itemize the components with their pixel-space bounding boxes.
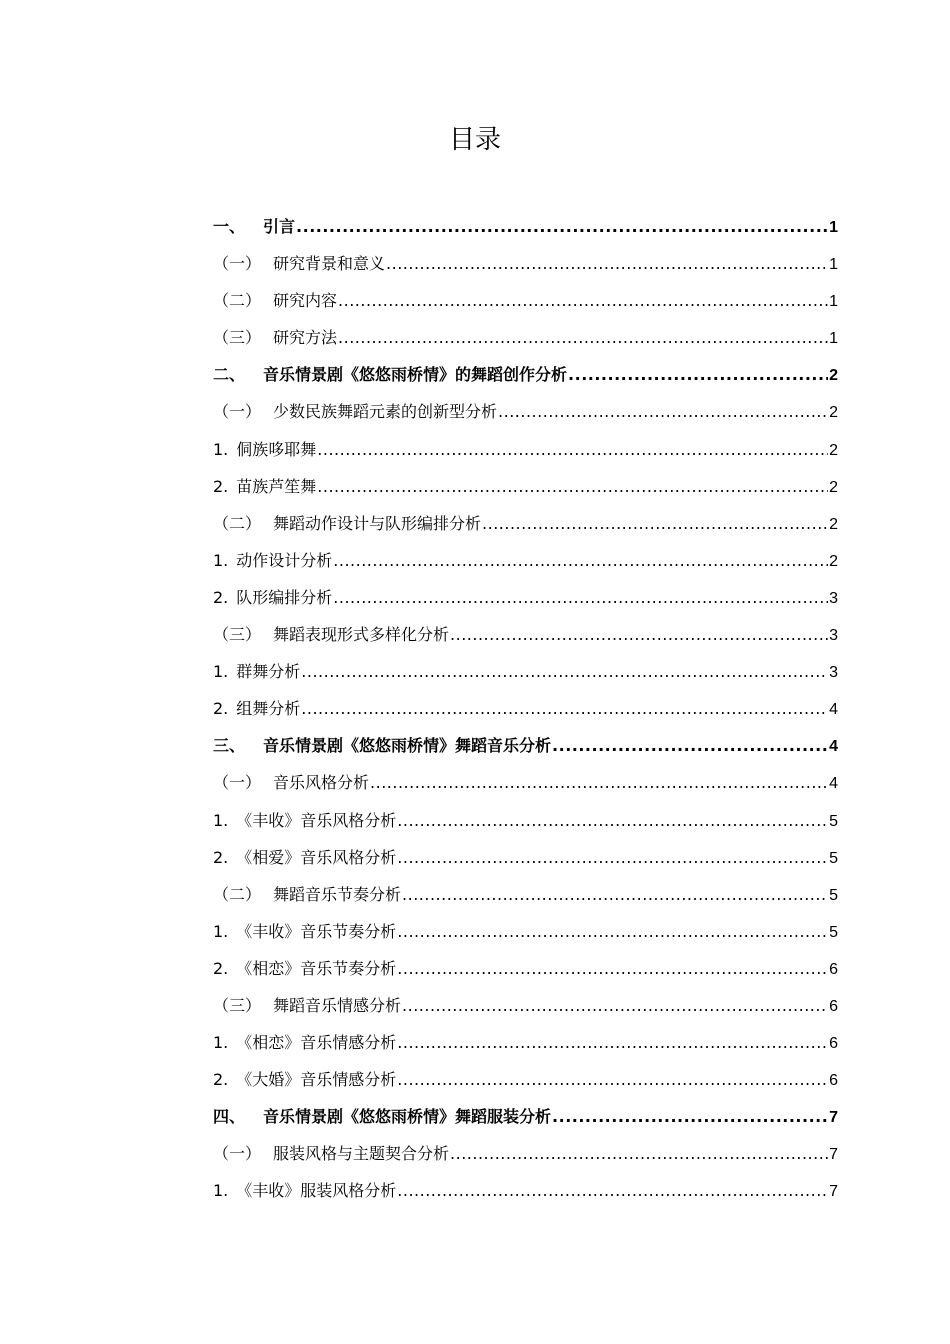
toc-entry-number: （二） — [213, 884, 262, 904]
toc-entry-number: 2. — [213, 587, 229, 607]
toc-entry[interactable] — [213, 431, 838, 468]
toc-entry-number: 1. — [213, 1181, 229, 1201]
toc-entry-title: 舞蹈动作设计与队形编排分析 — [273, 513, 482, 533]
toc-page-number: 2 — [829, 367, 838, 385]
toc-entry-label — [213, 1061, 396, 1098]
toc-page-number: 4 — [829, 701, 838, 719]
toc-page-number: 2 — [829, 441, 838, 459]
toc-entry-title: 研究方法 — [273, 328, 338, 348]
toc-entry-title: 少数民族舞蹈元素的创新型分析 — [273, 402, 498, 422]
toc-entry[interactable] — [213, 653, 838, 690]
toc-entry[interactable] — [213, 1098, 838, 1135]
toc-entry-label — [213, 950, 396, 987]
toc-entry-label — [213, 913, 396, 950]
toc-dot-leader — [317, 468, 828, 505]
toc-dot-leader — [397, 1024, 828, 1061]
toc-entry-title: 动作设计分析 — [236, 550, 333, 570]
toc-dot-leader — [482, 505, 828, 542]
toc-page-number: 6 — [829, 997, 838, 1015]
toc-entry-label — [213, 653, 300, 690]
toc-entry-number: 二、 — [213, 365, 246, 385]
toc-entry-number: （三） — [213, 328, 262, 348]
toc-page-number: 1 — [829, 293, 838, 311]
toc-entry-label — [213, 356, 567, 393]
toc-entry-number: 2. — [213, 699, 229, 719]
toc-entry[interactable] — [213, 393, 838, 430]
toc-page-number: 7 — [829, 1183, 838, 1201]
toc-entry-label — [213, 468, 316, 505]
toc-entry[interactable] — [213, 208, 838, 245]
toc-dot-leader — [397, 950, 828, 987]
toc-entry-number: 2. — [213, 847, 229, 867]
toc-page-number: 6 — [829, 960, 838, 978]
toc-entry[interactable] — [213, 950, 838, 987]
toc-entry-title: 群舞分析 — [236, 662, 301, 682]
toc-dot-leader — [450, 1135, 828, 1172]
toc-entry[interactable] — [213, 764, 838, 801]
toc-entry[interactable] — [213, 1061, 838, 1098]
toc-entry-title: 侗族哆耶舞 — [236, 439, 317, 459]
toc-entry-label — [213, 431, 316, 468]
toc-dot-leader — [568, 356, 828, 393]
toc-entry-title: 音乐风格分析 — [273, 773, 370, 793]
toc-entry-number: （一） — [213, 254, 262, 274]
toc-entry[interactable] — [213, 913, 838, 950]
toc-page-number: 7 — [829, 1109, 838, 1127]
toc-dot-leader — [338, 319, 828, 356]
toc-entry-number: 1. — [213, 921, 229, 941]
toc-entry[interactable] — [213, 1024, 838, 1061]
toc-entry-label — [213, 319, 337, 356]
toc-dot-leader — [338, 282, 828, 319]
toc-page-number: 6 — [829, 1035, 838, 1053]
toc-entry-title: 《相恋》音乐情感分析 — [236, 1033, 397, 1053]
toc-entry-number: 1. — [213, 1033, 229, 1053]
toc-entry-label — [213, 1024, 396, 1061]
toc-entry[interactable] — [213, 1135, 838, 1172]
toc-entry[interactable] — [213, 579, 838, 616]
toc-entry-label — [213, 579, 332, 616]
toc-entry-number: （三） — [213, 625, 262, 645]
toc-entry[interactable] — [213, 542, 838, 579]
toc-entry[interactable] — [213, 505, 838, 542]
toc-dot-leader — [552, 727, 828, 764]
toc-page-number: 1 — [829, 256, 838, 274]
toc-entry-number: 三、 — [213, 736, 246, 756]
toc-entry-number: 1. — [213, 662, 229, 682]
toc-dot-leader — [386, 245, 828, 282]
toc-entry-label — [213, 1135, 449, 1172]
toc-entry-title: 苗族芦笙舞 — [236, 476, 317, 496]
toc-entry-label — [213, 393, 497, 430]
toc-dot-leader — [301, 690, 828, 727]
toc-dot-leader — [402, 987, 828, 1024]
toc-entry-title: 音乐情景剧《悠悠雨桥情》的舞蹈创作分析 — [263, 365, 568, 385]
toc-entry-title: 舞蹈音乐节奏分析 — [273, 884, 402, 904]
toc-entry-number: （一） — [213, 402, 262, 422]
toc-entry-label — [213, 802, 396, 839]
toc-entry[interactable] — [213, 727, 838, 764]
toc-entry-label — [213, 727, 551, 764]
toc-entry[interactable] — [213, 802, 838, 839]
toc-entry-label — [213, 987, 401, 1024]
toc-entry[interactable] — [213, 319, 838, 356]
toc-dot-leader — [397, 1172, 828, 1209]
toc-entry-label — [213, 764, 369, 801]
toc-page-number: 1 — [829, 330, 838, 348]
toc-entry-title: 《相恋》音乐节奏分析 — [236, 958, 397, 978]
table-of-contents — [213, 208, 838, 1210]
toc-entry[interactable] — [213, 690, 838, 727]
toc-entry[interactable] — [213, 1172, 838, 1209]
toc-page-number: 3 — [829, 589, 838, 607]
toc-dot-leader — [370, 764, 828, 801]
toc-entry-title: 服装风格与主题契合分析 — [273, 1144, 450, 1164]
toc-page-number: 1 — [829, 219, 838, 236]
toc-entry-title: 《丰收》音乐风格分析 — [236, 810, 397, 830]
toc-entry-label — [213, 505, 481, 542]
toc-entry-number: 一、 — [213, 217, 246, 236]
toc-entry-label — [213, 542, 332, 579]
toc-dot-leader — [397, 802, 828, 839]
toc-entry[interactable] — [213, 245, 838, 282]
toc-dot-leader — [552, 1098, 828, 1135]
toc-entry-title: 《丰收》音乐节奏分析 — [236, 921, 397, 941]
toc-page-number: 7 — [829, 1146, 838, 1164]
toc-entry-title: 《大婚》音乐情感分析 — [236, 1070, 397, 1090]
page-title: 目录 — [448, 125, 501, 155]
toc-page-number: 6 — [829, 1072, 838, 1090]
toc-entry-label — [213, 616, 449, 653]
toc-entry-title: 舞蹈表现形式多样化分析 — [273, 625, 450, 645]
toc-dot-leader — [317, 431, 828, 468]
toc-entry-number: （三） — [213, 995, 262, 1015]
toc-entry-title: 《丰收》服装风格分析 — [236, 1181, 397, 1201]
toc-page-number: 5 — [829, 849, 838, 867]
toc-entry[interactable] — [213, 356, 838, 393]
toc-entry-label — [213, 690, 300, 727]
toc-dot-leader — [333, 579, 828, 616]
toc-page-number: 2 — [829, 515, 838, 533]
toc-entry-title: 组舞分析 — [236, 699, 301, 719]
toc-page-number: 2 — [829, 552, 838, 570]
toc-entry-label — [213, 839, 396, 876]
toc-entry[interactable] — [213, 468, 838, 505]
toc-page-number: 2 — [829, 404, 838, 422]
toc-dot-leader — [301, 653, 828, 690]
toc-page-number: 3 — [829, 664, 838, 682]
toc-entry-title: 舞蹈音乐情感分析 — [273, 995, 402, 1015]
toc-entry-title: 音乐情景剧《悠悠雨桥情》舞蹈音乐分析 — [263, 736, 552, 756]
toc-entry-number: 1. — [213, 810, 229, 830]
toc-page-number: 5 — [829, 923, 838, 941]
toc-page-number: 5 — [829, 812, 838, 830]
toc-entry[interactable] — [213, 987, 838, 1024]
toc-entry-number: 2. — [213, 476, 229, 496]
toc-entry-number: 2. — [213, 958, 229, 978]
toc-dot-leader — [397, 839, 828, 876]
toc-dot-leader — [402, 876, 828, 913]
toc-entry-label — [213, 282, 337, 319]
toc-entry-number: 1. — [213, 550, 229, 570]
toc-entry-title: 研究内容 — [273, 291, 338, 311]
toc-entry-number: （二） — [213, 513, 262, 533]
toc-page-number: 5 — [829, 886, 838, 904]
toc-dot-leader — [450, 616, 828, 653]
toc-entry-number: （一） — [213, 773, 262, 793]
toc-entry[interactable] — [213, 839, 838, 876]
toc-entry[interactable] — [213, 282, 838, 319]
toc-page-number: 3 — [829, 627, 838, 645]
toc-dot-leader — [397, 913, 828, 950]
toc-page-number: 4 — [829, 775, 838, 793]
toc-page-number: 2 — [829, 478, 838, 496]
toc-entry-number: （一） — [213, 1144, 262, 1164]
toc-dot-leader — [333, 542, 828, 579]
toc-entry-number: 1. — [213, 439, 229, 459]
toc-entry-title: 《相爱》音乐风格分析 — [236, 847, 397, 867]
toc-dot-leader — [397, 1061, 828, 1098]
toc-entry[interactable] — [213, 876, 838, 913]
toc-dot-leader — [498, 393, 828, 430]
toc-entry-label — [213, 876, 401, 913]
toc-entry-number: 四、 — [213, 1107, 246, 1127]
toc-entry[interactable] — [213, 616, 838, 653]
toc-entry-label — [213, 245, 385, 282]
toc-entry-label — [213, 1172, 396, 1209]
toc-entry-title: 音乐情景剧《悠悠雨桥情》舞蹈服装分析 — [263, 1107, 552, 1127]
toc-entry-label — [213, 208, 295, 245]
toc-entry-label — [213, 1098, 551, 1135]
toc-page-number: 4 — [829, 738, 838, 756]
toc-entry-number: （二） — [213, 291, 262, 311]
toc-dot-leader — [296, 208, 828, 245]
toc-entry-number: 2. — [213, 1070, 229, 1090]
toc-entry-title: 引言 — [263, 217, 296, 236]
toc-entry-title: 研究背景和意义 — [273, 254, 386, 274]
toc-entry-title: 队形编排分析 — [236, 587, 333, 607]
